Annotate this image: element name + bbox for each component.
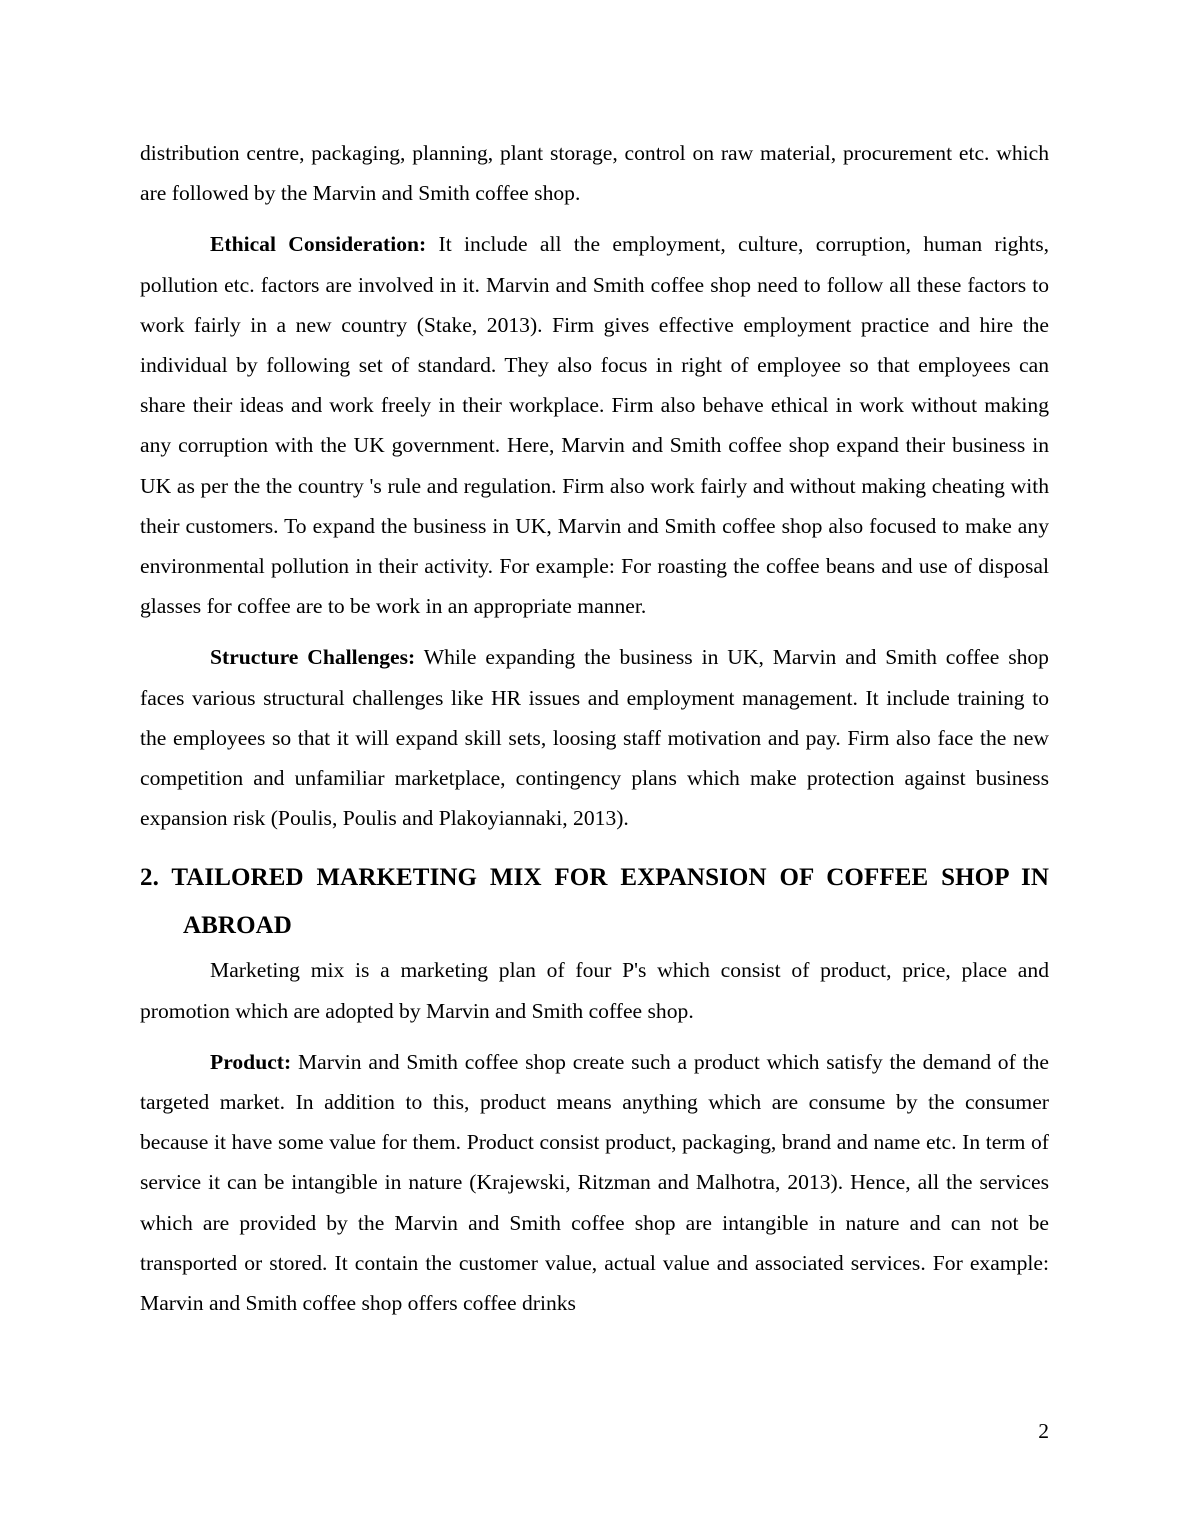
paragraph-text: distribution centre, packaging, planning, plant storage, control on raw material, procurement etc. which are followed by the Marvin and Smith coffee shop.	[140, 141, 1049, 206]
paragraph-text: While expanding the business in UK, Marvin and Smith coffee shop faces various structural challenges like HR issues and employment management. It include training to the employees so that it will expand skill sets, loosing staff motivation and pay. Firm also face the new competition and unfamiliar marketplace, contingency plans which make protection against business expansion risk (Poulis, Poulis and Plakoyiannaki, 2013).	[140, 645, 1049, 831]
paragraph-lead-product: Product:	[210, 1049, 292, 1074]
paragraph-ethical-consideration	[140, 224, 1049, 626]
paragraph-product	[140, 1042, 1049, 1323]
paragraph-lead-ethical: Ethical Consideration:	[210, 232, 427, 257]
page-number: 2	[1038, 1419, 1049, 1443]
paragraph-lead-structure: Structure Challenges:	[210, 645, 416, 670]
paragraph-distribution	[140, 133, 1049, 213]
document-page	[140, 133, 1049, 1334]
paragraph-structure-challenges	[140, 637, 1049, 838]
paragraph-text: Marketing mix is a marketing plan of four P's which consist of product, price, place and promotion which are adopted by Marvin and Smith coffee shop.	[140, 958, 1049, 1023]
section-heading: 2. TAILORED MARKETING MIX FOR EXPANSION OF COFFEE SHOP IN ABROAD	[140, 864, 1049, 940]
paragraph-text: It include all the employment, culture, corruption, human rights, pollution etc. factors are involved in it. Marvin and Smith coffee shop need to follow all these factors to work fairly in a new country (Stake, 2013). Firm gives effective employment practice and hire the individual by following set of standard. They also focus in right of employee so that employees can share their ideas and work freely in their workplace. Firm also behave ethical in work without making any corruption with the UK government. Here, Marvin and Smith coffee shop expand their business in UK as per the the country 's rule and regulation. Firm also work fairly and without making cheating with their customers. To expand the business in UK, Marvin and Smith coffee shop also focused to make any environmental pollution in their activity. For example: For roasting the coffee beans and use of disposal glasses for coffee are to be work in an appropriate manner.	[140, 232, 1049, 619]
paragraph-marketing-mix	[140, 950, 1049, 1030]
paragraph-text: Marvin and Smith coffee shop create such a product which satisfy the demand of the targeted market. In addition to this, product means anything which are consume by the consumer because it have some value for them. Product consist product, packaging, brand and name etc. In term of service it can be intangible in nature (Krajewski, Ritzman and Malhotra, 2013). Hence, all the services which are provided by the Marvin and Smith coffee shop are intangible in nature and can not be transported or stored. It contain the customer value, actual value and associated services. For example: Marvin and Smith coffee shop offers coffee drinks	[140, 1049, 1049, 1316]
